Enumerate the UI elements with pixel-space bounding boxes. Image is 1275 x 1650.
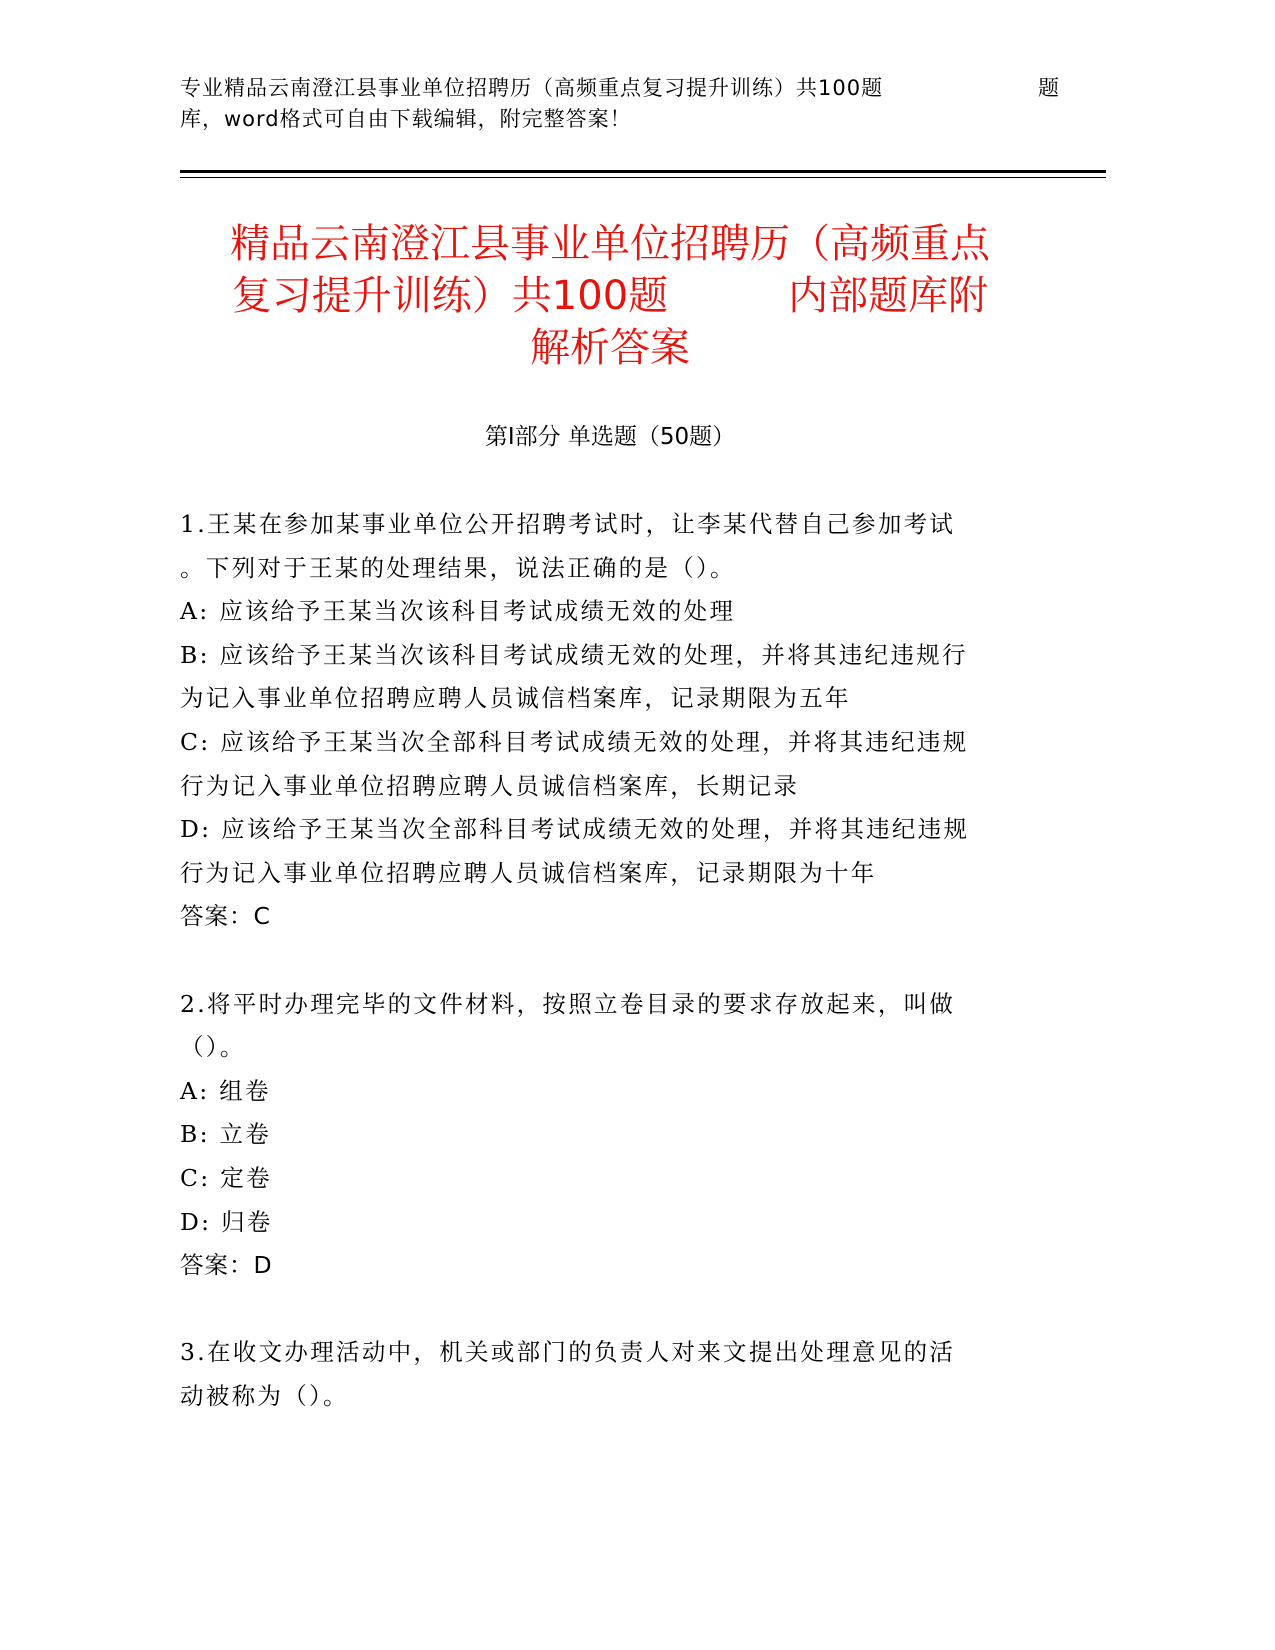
question-item xyxy=(180,503,1040,939)
section-heading: 第Ⅰ部分 单选题（50题） xyxy=(484,424,736,450)
header-text-left: 专业精品云南澄江县事业单位招聘历（高频重点复习提升训练）共100题 xyxy=(180,76,884,100)
option-b-line: B: 应该给予王某当次该科目考试成绩无效的处理，并将其违纪违规行 xyxy=(180,640,968,669)
option-c-line: C: 应该给予王某当次全部科目考试成绩无效的处理，并将其违纪违规 xyxy=(180,727,969,756)
header-line-2: 库，word格式可自由下载编辑，附完整答案！ xyxy=(180,107,632,131)
question-spacer xyxy=(180,1288,1040,1332)
option-d-line: D: 应该给予王某当次全部科目考试成绩无效的处理，并将其违纪违规 xyxy=(180,815,970,844)
title-line-3: 解析答案 xyxy=(530,325,690,371)
answer-line: 答案：C xyxy=(180,902,271,931)
option-c-line: 行为记入事业单位招聘应聘人员诚信档案库，长期记录 xyxy=(180,771,800,800)
option-a-line: A: 应该给予王某当次该科目考试成绩无效的处理 xyxy=(180,597,736,626)
option-b-line: B: 立卷 xyxy=(180,1120,272,1149)
question-stem-line: （）。 xyxy=(180,1033,246,1062)
option-a-line: A: 组卷 xyxy=(180,1076,271,1105)
answer-line: 答案：D xyxy=(180,1251,273,1280)
header-divider-thick xyxy=(180,170,1106,173)
page-header xyxy=(180,73,1060,135)
question-stem-line: 3.在收文办理活动中，机关或部门的负责人对来文提出处理意见的活 xyxy=(180,1338,956,1367)
header-line-1 xyxy=(180,73,1060,104)
option-b-line: 为记入事业单位招聘应聘人员诚信档案库，记录期限为五年 xyxy=(180,684,851,713)
header-divider-thin xyxy=(180,177,1106,178)
title-line-1: 精品云南澄江县事业单位招聘历（高频重点 xyxy=(230,221,990,267)
question-item xyxy=(180,1331,1040,1418)
question-stem-line: 动被称为（）。 xyxy=(180,1381,349,1410)
question-stem-line: 。下列对于王某的处理结果，说法正确的是（）。 xyxy=(180,553,736,582)
option-d-line: 行为记入事业单位招聘应聘人员诚信档案库，记录期限为十年 xyxy=(180,858,877,887)
option-d-line: D: 归卷 xyxy=(180,1207,273,1236)
title-line-2: 复习提升训练）共100题 内部题库附 xyxy=(231,273,989,319)
document-title xyxy=(180,218,1040,374)
header-text-right: 题 xyxy=(1038,76,1060,100)
option-c-line: C: 定卷 xyxy=(180,1163,272,1192)
question-stem-line: 2.将平时办理完毕的文件材料，按照立卷目录的要求存放起来，叫做 xyxy=(180,989,956,1018)
question-item xyxy=(180,983,1040,1288)
question-list xyxy=(180,503,1040,1418)
question-stem-line: 1.王某在参加某事业单位公开招聘考试时，让李某代替自己参加考试 xyxy=(180,510,956,538)
question-spacer xyxy=(180,939,1040,983)
